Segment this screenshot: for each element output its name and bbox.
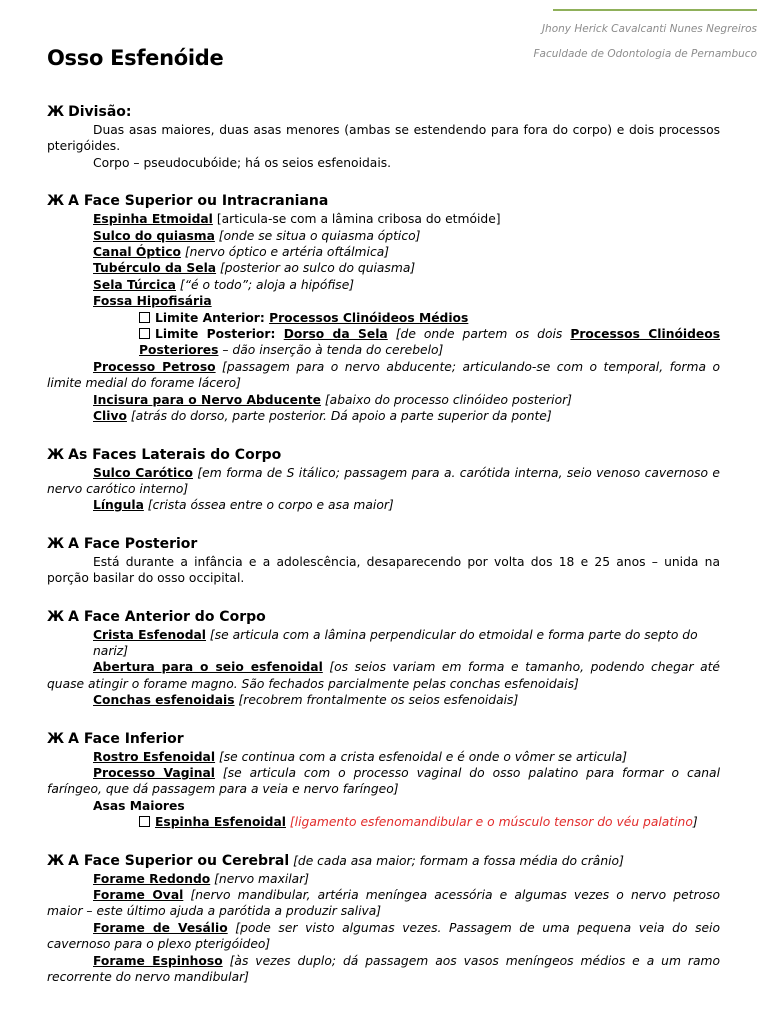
list-item: Conchas esfenoidais [recobrem frontalmente os seios esfenoidais] xyxy=(93,693,519,708)
sub-list-item: Limite Anterior: Processos Clinóideos Médios xyxy=(47,310,720,326)
list-item: Canal Óptico [nervo óptico e artéria oftálmica] xyxy=(93,245,390,260)
list-item: Língula [crista óssea entre o corpo e asa maior] xyxy=(93,498,394,513)
list-item: Fossa Hipofisária xyxy=(93,294,212,309)
section-bullet-icon: Ж xyxy=(47,730,65,747)
list-item: Processo Vaginal [se articula com o processo vaginal do osso palatino para formar o canal faríngeo, que dá passagem para a veia e nervo faríngeo] xyxy=(47,765,720,797)
section-heading: Ж A Face Posterior xyxy=(47,535,198,552)
list-item: Crista Esfenodal [se articula com a lâmina perpendicular do etmoidal e forma parte do septo do nariz] xyxy=(93,627,698,658)
list-item: Forame Redondo [nervo maxilar] xyxy=(93,871,310,886)
section-face-posterior xyxy=(47,534,720,587)
section-bullet-icon: Ж xyxy=(47,852,65,869)
page-header xyxy=(534,17,758,67)
section-heading: Ж A Face Superior ou Cerebral [de cada asa maior; formam a fossa média do crânio] xyxy=(47,852,624,869)
list-item: Forame Oval [nervo mandibular, artéria meníngea acessória e algumas vezes o nervo petroso maior – este último ajuda a parótida a produzir saliva] xyxy=(47,888,720,919)
checkbox-glyph-icon xyxy=(139,328,150,339)
list-item: Processo Petroso [passagem para o nervo abducente; articulando-se com o temporal, forma o limite medial do forame lácero] xyxy=(47,359,720,391)
list-item: Sulco Carótico [em forma de S itálico; passagem para a. carótida interna, seio venoso cavernoso e nervo carótico interno] xyxy=(47,465,721,496)
list-item: Sela Túrcica [“é o todo”; aloja a hipófise] xyxy=(93,277,355,292)
list-item: Forame Espinhoso [às vezes duplo; dá passagem aos vasos meníngeos médios e a um ramo recorrente do nervo mandibular] xyxy=(47,953,720,985)
checkbox-glyph-icon xyxy=(139,816,150,827)
list-item: Asas Maiores xyxy=(93,798,185,813)
institution-name: Faculdade de Odontologia de Pernambuco xyxy=(533,48,757,60)
section-bullet-icon: Ж xyxy=(47,535,65,552)
section-heading: Ж A Face Inferior xyxy=(47,730,184,747)
paragraph: Está durante a infância e a adolescência, desaparecendo por volta dos 18 e 25 anos – unida na porção basilar do osso occipital. xyxy=(47,554,720,586)
section-heading: Ж A Face Superior ou Intracraniana xyxy=(47,193,329,210)
section-face-anterior xyxy=(47,607,720,709)
author-name: Jhony Herick Cavalcanti Nunes Negreiros xyxy=(541,23,757,35)
list-item: Rostro Esfenoidal [se continua com a crista esfenoidal e é onde o vômer se articula] xyxy=(93,749,628,764)
list-item: Espinha Etmoidal [articula-se com a lâmina cribosa do etmóide] xyxy=(93,212,501,227)
header-rule xyxy=(553,9,757,11)
section-bullet-icon: Ж xyxy=(47,446,65,463)
section-heading: Ж As Faces Laterais do Corpo xyxy=(47,446,282,463)
section-heading: Ж A Face Anterior do Corpo xyxy=(47,608,266,625)
section-bullet-icon: Ж xyxy=(47,193,65,210)
list-item: Abertura para o seio esfenoidal [os seios variam em forma e tamanho, podendo chegar até quase atingir o forame magno. São fechados parcialmente pelas conchas esfenoidais] xyxy=(47,660,720,691)
section-face-inferior xyxy=(47,729,720,831)
section-heading: Ж Divisão: xyxy=(47,104,132,120)
section-bullet-icon: Ж xyxy=(47,104,65,120)
paragraph: Corpo – pseudocubóide; há os seios esfenoidais. xyxy=(93,155,392,170)
section-bullet-icon: Ж xyxy=(47,608,65,625)
sub-list-item: Limite Posterior: Dorso da Sela [de onde partem os dois Processos Clinóideos Posteriores – dão inserção à tenda do cerebelo] xyxy=(139,327,721,358)
list-item: Clivo [atrás do dorso, parte posterior. Dá apoio a parte superior da ponte] xyxy=(93,409,552,424)
page-title: Osso Esfenóide xyxy=(47,46,224,70)
section-face-superior xyxy=(47,191,720,424)
list-item: Forame de Vesálio [pode ser visto algumas vezes. Passagem de uma pequena veia do seio cavernoso para o plexo pterigóideo] xyxy=(47,920,721,952)
document-body xyxy=(47,102,720,1005)
section-face-cerebral xyxy=(47,851,720,986)
list-item: Sulco do quiasma [onde se situa o quiasma óptico] xyxy=(93,228,421,243)
checkbox-glyph-icon xyxy=(139,312,150,323)
section-divisao xyxy=(47,102,720,171)
list-item: Incisura para o Nervo Abducente [abaixo do processo clinóideo posterior] xyxy=(93,392,572,407)
list-item: Tubérculo da Sela [posterior ao sulco do quiasma] xyxy=(93,261,416,276)
section-faces-laterais xyxy=(47,445,720,514)
sub-list-item: Espinha Esfenoidal [ligamento esfenomandibular e o músculo tensor do véu palatino] xyxy=(47,814,720,830)
paragraph: Duas asas maiores, duas asas menores (ambas se estendendo para fora do corpo) e dois processos pterigóides. xyxy=(47,123,720,154)
